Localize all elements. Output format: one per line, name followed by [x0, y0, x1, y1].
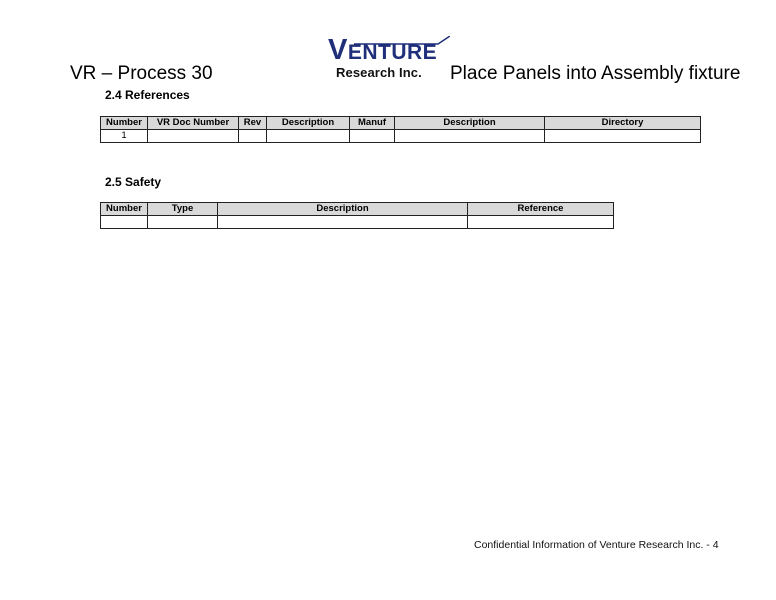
cell-rev — [239, 130, 267, 143]
cell-description-2 — [395, 130, 545, 143]
table-row — [101, 216, 614, 229]
cell-description — [218, 216, 468, 229]
col-description-2: Description — [395, 117, 545, 130]
cell-manuf — [350, 130, 395, 143]
table-row — [101, 130, 701, 143]
col-description: Description — [267, 117, 350, 130]
references-heading: 2.4 References — [105, 88, 190, 102]
col-reference: Reference — [468, 203, 614, 216]
col-vr-doc-number: VR Doc Number — [148, 117, 239, 130]
col-directory: Directory — [545, 117, 701, 130]
safety-table — [100, 202, 614, 229]
safety-heading: 2.5 Safety — [105, 175, 162, 189]
safety-header-row — [101, 203, 614, 216]
col-manuf: Manuf — [350, 117, 395, 130]
col-number: Number — [101, 203, 148, 216]
cell-directory — [545, 130, 701, 143]
process-description-title: Place Panels into Assembly fixture — [450, 63, 741, 84]
col-number: Number — [101, 117, 148, 130]
cell-number: 1 — [101, 130, 148, 143]
cell-type — [148, 216, 218, 229]
confidential-footer: Confidential Information of Venture Research Inc. - 4 — [474, 539, 719, 551]
process-title: VR – Process 30 — [70, 63, 213, 84]
references-header-row — [101, 117, 701, 130]
cell-number — [101, 216, 148, 229]
col-description: Description — [218, 203, 468, 216]
company-logo — [328, 36, 450, 80]
cell-reference — [468, 216, 614, 229]
logo-initial: V — [328, 34, 348, 66]
logo-subtitle: Research Inc. — [336, 65, 422, 80]
logo-swoosh-icon — [334, 36, 450, 66]
logo-name-rest: ENTURE — [347, 41, 438, 64]
cell-description — [267, 130, 350, 143]
col-rev: Rev — [239, 117, 267, 130]
cell-vr-doc-number — [148, 130, 239, 143]
references-table — [100, 116, 701, 143]
col-type: Type — [148, 203, 218, 216]
